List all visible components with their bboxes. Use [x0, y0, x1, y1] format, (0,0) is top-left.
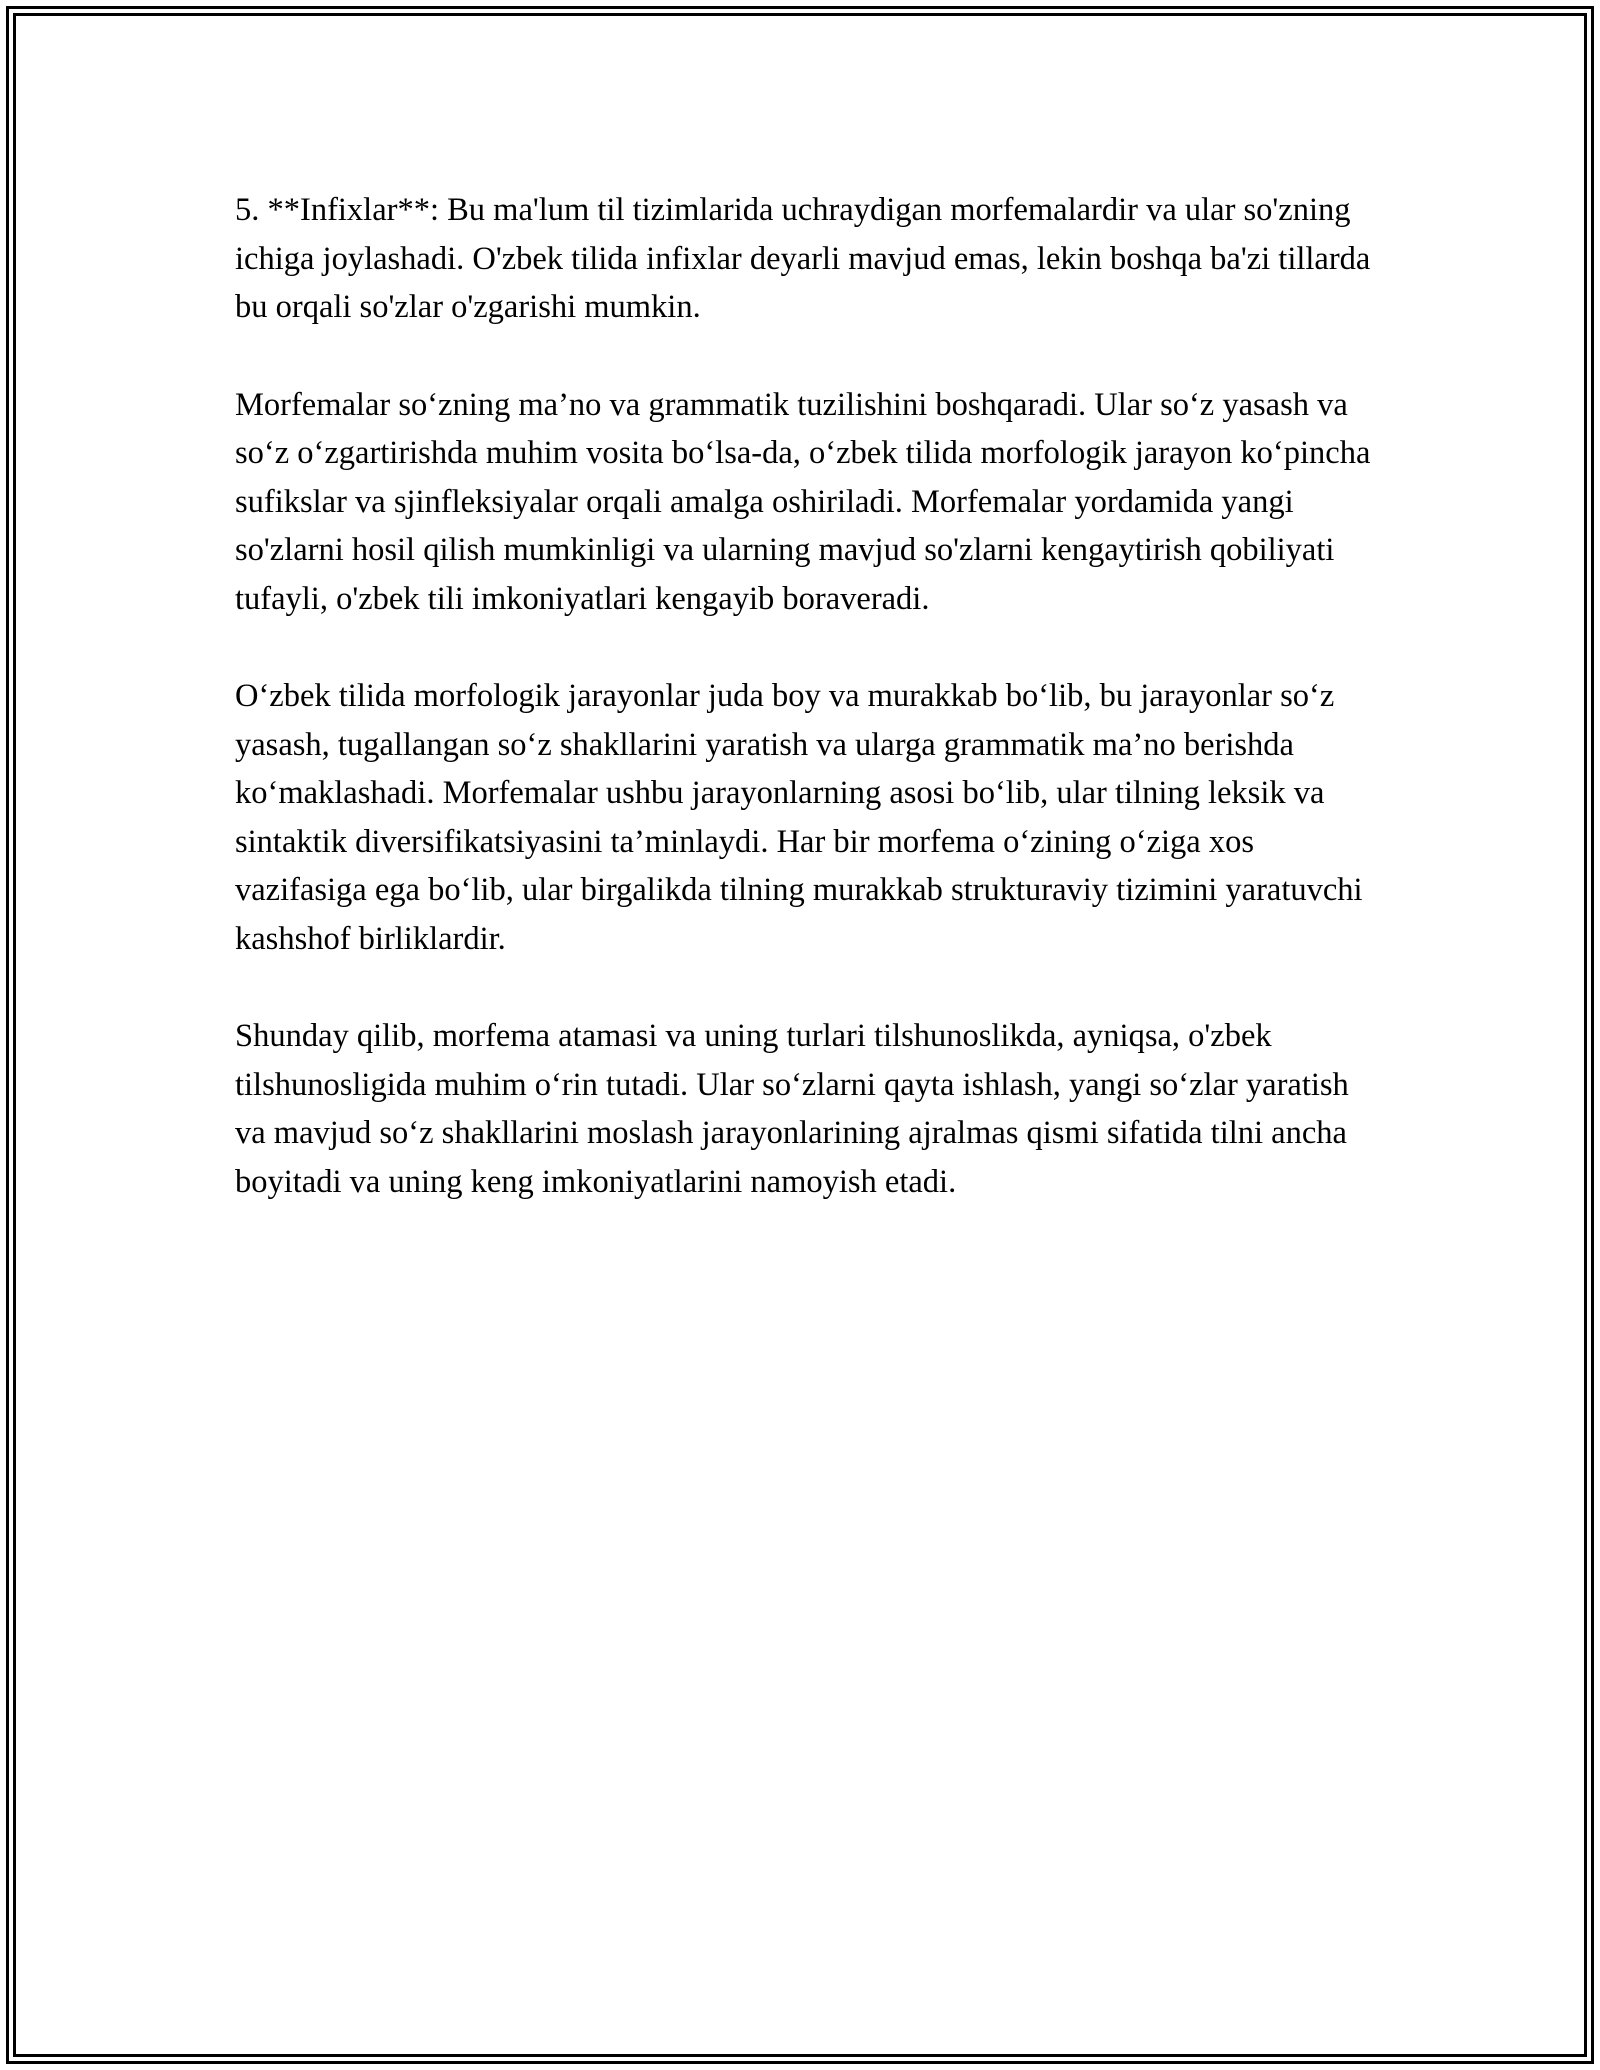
paragraph-conclusion: Shunday qilib, morfema atamasi va uning turlari tilshunoslikda, ayniqsa, o'zbek tilshunosligida muhim o‘rin tutadi. Ular so‘zlarni qayta ishlash, yangi so‘zlar yaratish va mavjud so‘z shakllarini moslash jarayonlarining ajralmas qismi sifatida tilni ancha boyitadi va uning keng imkoniyatlarini namoyish etadi. [235, 1018, 1349, 1200]
paragraph-morphemes-role: Morfemalar so‘zning ma’no va grammatik tuzilishini boshqaradi. Ular so‘z yasash va so‘z o‘zgartirishda muhim vosita bo‘lsa-da, o‘zbek tilida morfologik jarayon ko‘pincha sufikslar va sjinfleksiyalar orqali amalga oshiriladi. Morfemalar yordamida yangi so'zlarni hosil qilish mumkinligi va ularning mavjud so'zlarni kengaytirish qobiliyati tufayli, o'zbek tili imkoniyatlari kengayib boraveradi. [235, 386, 1371, 617]
paragraph-infixes: 5. **Infixlar**: Bu ma'lum til tizimlarida uchraydigan morfemalardir va ular so'zning ichiga joylashadi. O'zbek tilida infixlar deyarli mavjud emas, lekin boshqa ba'zi tillarda bu orqali so'zlar o'zgarishi mumkin. [235, 192, 1371, 325]
document-body [235, 186, 1375, 1255]
paragraph-morphological-processes: O‘zbek tilida morfologik jarayonlar juda boy va murakkab bo‘lib, bu jarayonlar so‘z yasash, tugallangan so‘z shakllarini yaratish va ularga grammatik ma’no berishda ko‘maklashadi. Morfemalar ushbu jarayonlarning asosi bo‘lib, ular tilning leksik va sintaktik diversifikatsiyasini ta’minlaydi. Har bir morfema o‘zining o‘ziga xos vazifasiga ega bo‘lib, ular birgalikda tilning murakkab strukturaviy tizimini yaratuvchi kashshof birliklardir. [235, 678, 1363, 957]
